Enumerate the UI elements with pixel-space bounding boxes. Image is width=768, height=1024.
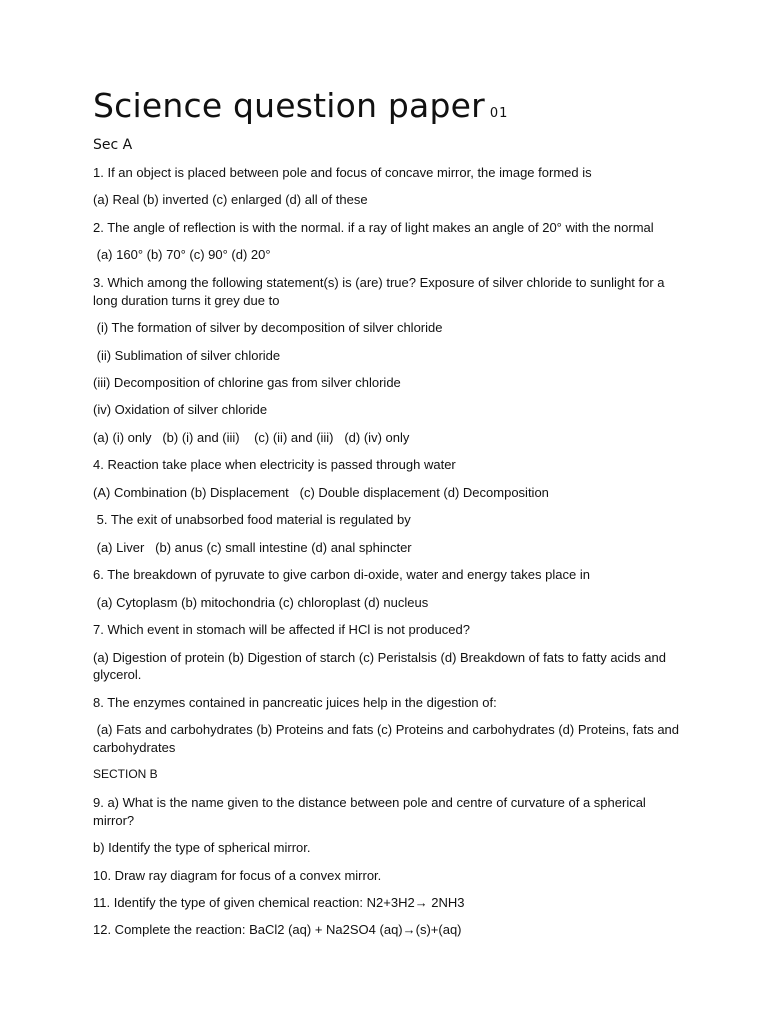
question-line: (a) Fats and carbohydrates (b) Proteins and fats (c) Proteins and carbohydrates (d) Proteins, fats and carbohydrates — [93, 722, 683, 755]
question-line: (iii) Decomposition of chlorine gas from silver chloride — [93, 374, 401, 390]
question-line: (i) The formation of silver by decomposition of silver chloride — [93, 320, 443, 336]
question-line: 12. Complete the reaction: BaCl2 (aq) + Na2SO4 (aq)→(s)+(aq) — [93, 922, 462, 938]
question-line: 11. Identify the type of given chemical reaction: N2+3H2→ 2NH3 — [93, 895, 465, 910]
question-line: 10. Draw ray diagram for focus of a convex mirror. — [93, 867, 382, 883]
question-line: 1. If an object is placed between pole and focus of concave mirror, the image formed is — [93, 165, 592, 180]
question-line: (a) Real (b) inverted (c) enlarged (d) all of these — [93, 192, 368, 208]
section-a-heading: Sec A — [93, 137, 133, 153]
question-line: 4. Reaction take place when electricity is passed through water — [93, 457, 456, 473]
question-line: (a) Digestion of protein (b) Digestion of starch (c) Peristalsis (d) Breakdown of fats to fatty acids and glycerol. — [93, 649, 670, 683]
question-paper — [93, 84, 683, 949]
section-b-heading: SECTION B — [93, 767, 158, 782]
question-line: (A) Combination (b) Displacement (c) Double displacement (d) Decomposition — [93, 484, 549, 500]
question-line: (a) (i) only (b) (i) and (iii) (c) (ii) and (iii) (d) (iv) only — [93, 429, 410, 445]
question-line: 8. The enzymes contained in pancreatic juices help in the digestion of: — [93, 694, 497, 710]
page-title: Science question paper — [93, 86, 485, 125]
question-line: 6. The breakdown of pyruvate to give carbon di-oxide, water and energy takes place in — [93, 567, 590, 583]
question-line: b) Identify the type of spherical mirror. — [93, 840, 311, 856]
title-row — [93, 84, 683, 128]
question-line: 9. a) What is the name given to the distance between pole and centre of curvature of a spherical mirror? — [93, 794, 650, 828]
question-line: 7. Which event in stomach will be affected if HCl is not produced? — [93, 622, 470, 638]
question-line: (a) 160° (b) 70° (c) 90° (d) 20° — [93, 247, 271, 263]
question-line: (a) Liver (b) anus (c) small intestine (d) anal sphincter — [93, 539, 412, 555]
question-line: (iv) Oxidation of silver chloride — [93, 402, 268, 418]
question-line: (ii) Sublimation of silver chloride — [93, 347, 281, 363]
question-line: 5. The exit of unabsorbed food material is regulated by — [93, 512, 411, 528]
question-line: (a) Cytoplasm (b) mitochondria (c) chloroplast (d) nucleus — [93, 594, 429, 610]
question-line: 2. The angle of reflection is with the normal. if a ray of light makes an angle of 20° with the normal — [93, 219, 654, 235]
paper-number: 01 — [489, 106, 509, 121]
question-line: 3. Which among the following statement(s) is (are) true? Exposure of silver chloride to sunlight for a long duration turns it grey due to — [93, 274, 669, 308]
